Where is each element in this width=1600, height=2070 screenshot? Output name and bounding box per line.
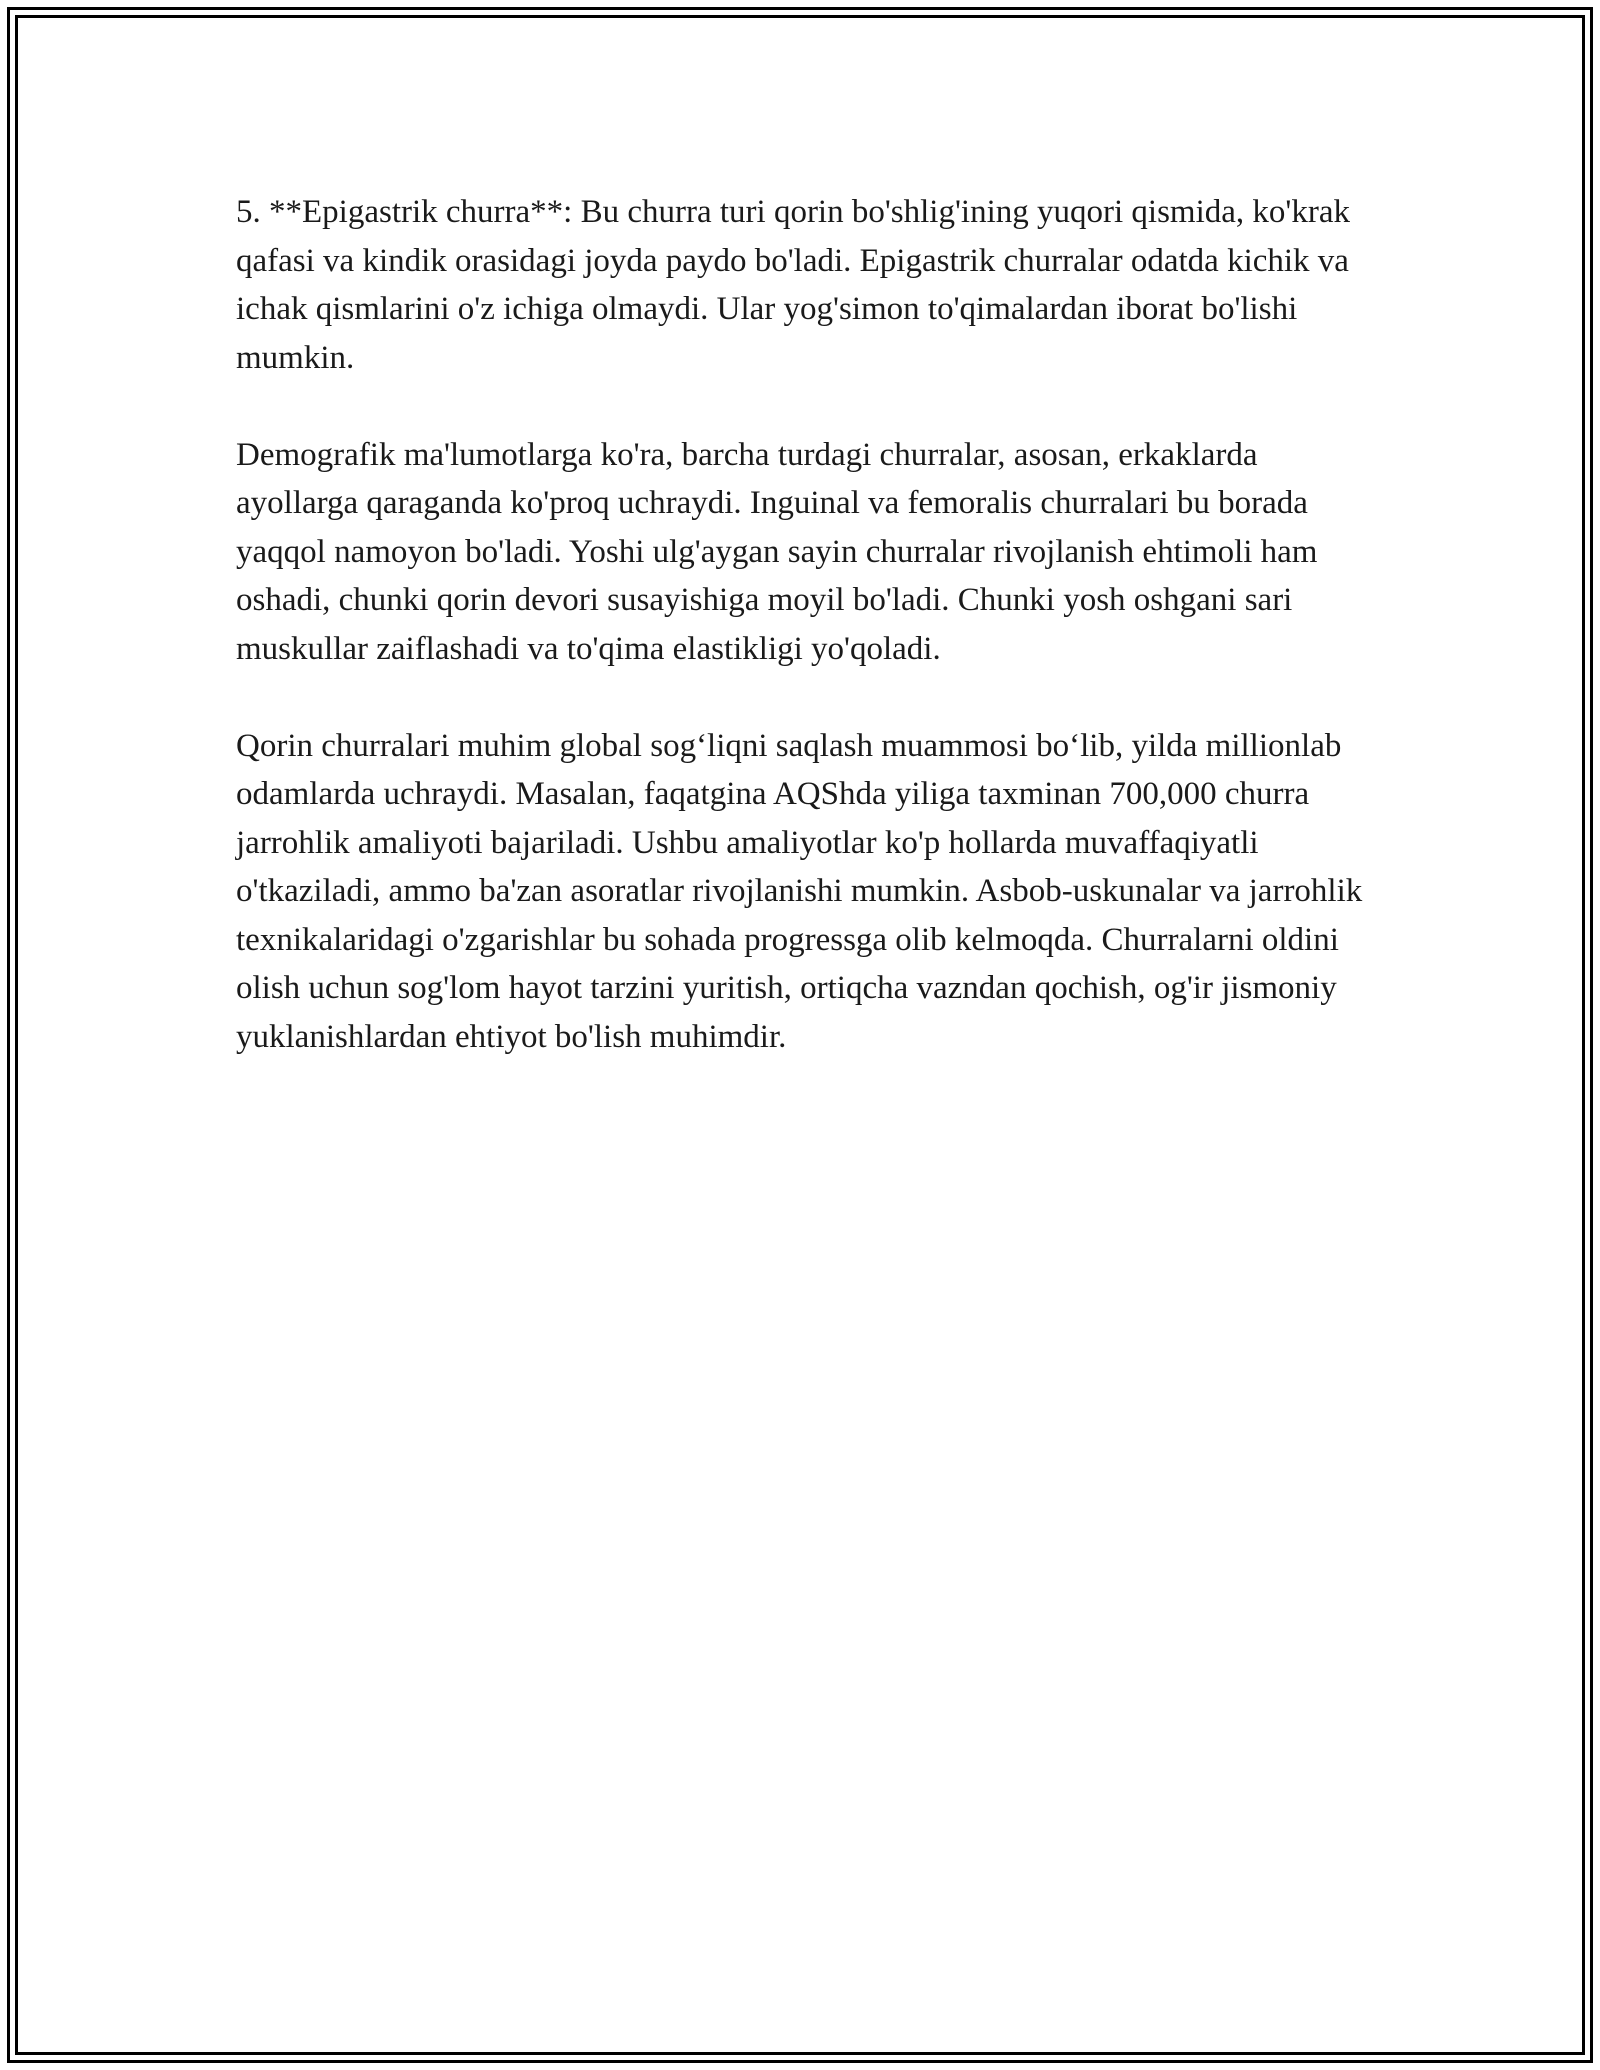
document-body bbox=[236, 188, 1366, 1110]
paragraph-demographics: Demografik ma'lumotlarga ko'ra, barcha turdagi churralar, asosan, erkaklarda ayollarga qaraganda ko'proq uchraydi. Inguinal va femoralis churralari bu borada yaqqol namoyon bo'ladi. Yoshi ulg'aygan sayin churralar rivojlanish ehtimoli ham oshadi, chunki qorin devori susayishiga moyil bo'ladi. Chunki yosh oshgani sari muskullar zaiflashadi va to'qima elastikligi yo'qoladi. bbox=[236, 436, 1318, 667]
paragraph-global-health: Qorin churralari muhim global sog‘liqni saqlash muammosi bo‘lib, yilda millionlab odamlarda uchraydi. Masalan, faqatgina AQShda yiliga taxminan 700,000 churra jarrohlik amaliyoti bajariladi. Ushbu amaliyotlar ko'p hollarda muvaffaqiyatli o'tkaziladi, ammo ba'zan asoratlar rivojlanishi mumkin. Asbob-uskunalar va jarrohlik texnikalaridagi o'zgarishlar bu sohada progressga olib kelmoqda. Churralarni oldini olish uchun sog'lom hayot tarzini yuritish, ortiqcha vazndan qochish, og'ir jismoniy yuklanishlardan ehtiyot bo'lish muhimdir. bbox=[236, 727, 1363, 1055]
paragraph-epigastric-hernia: 5. **Epigastrik churra**: Bu churra turi qorin bo'shlig'ining yuqori qismida, ko'krak qafasi va kindik orasidagi joyda paydo bo'ladi. Epigastrik churralar odatda kichik va ichak qismlarini o'z ichiga olmaydi. Ular yog'simon to'qimalardan iborat bo'lishi mumkin. bbox=[236, 194, 1350, 376]
